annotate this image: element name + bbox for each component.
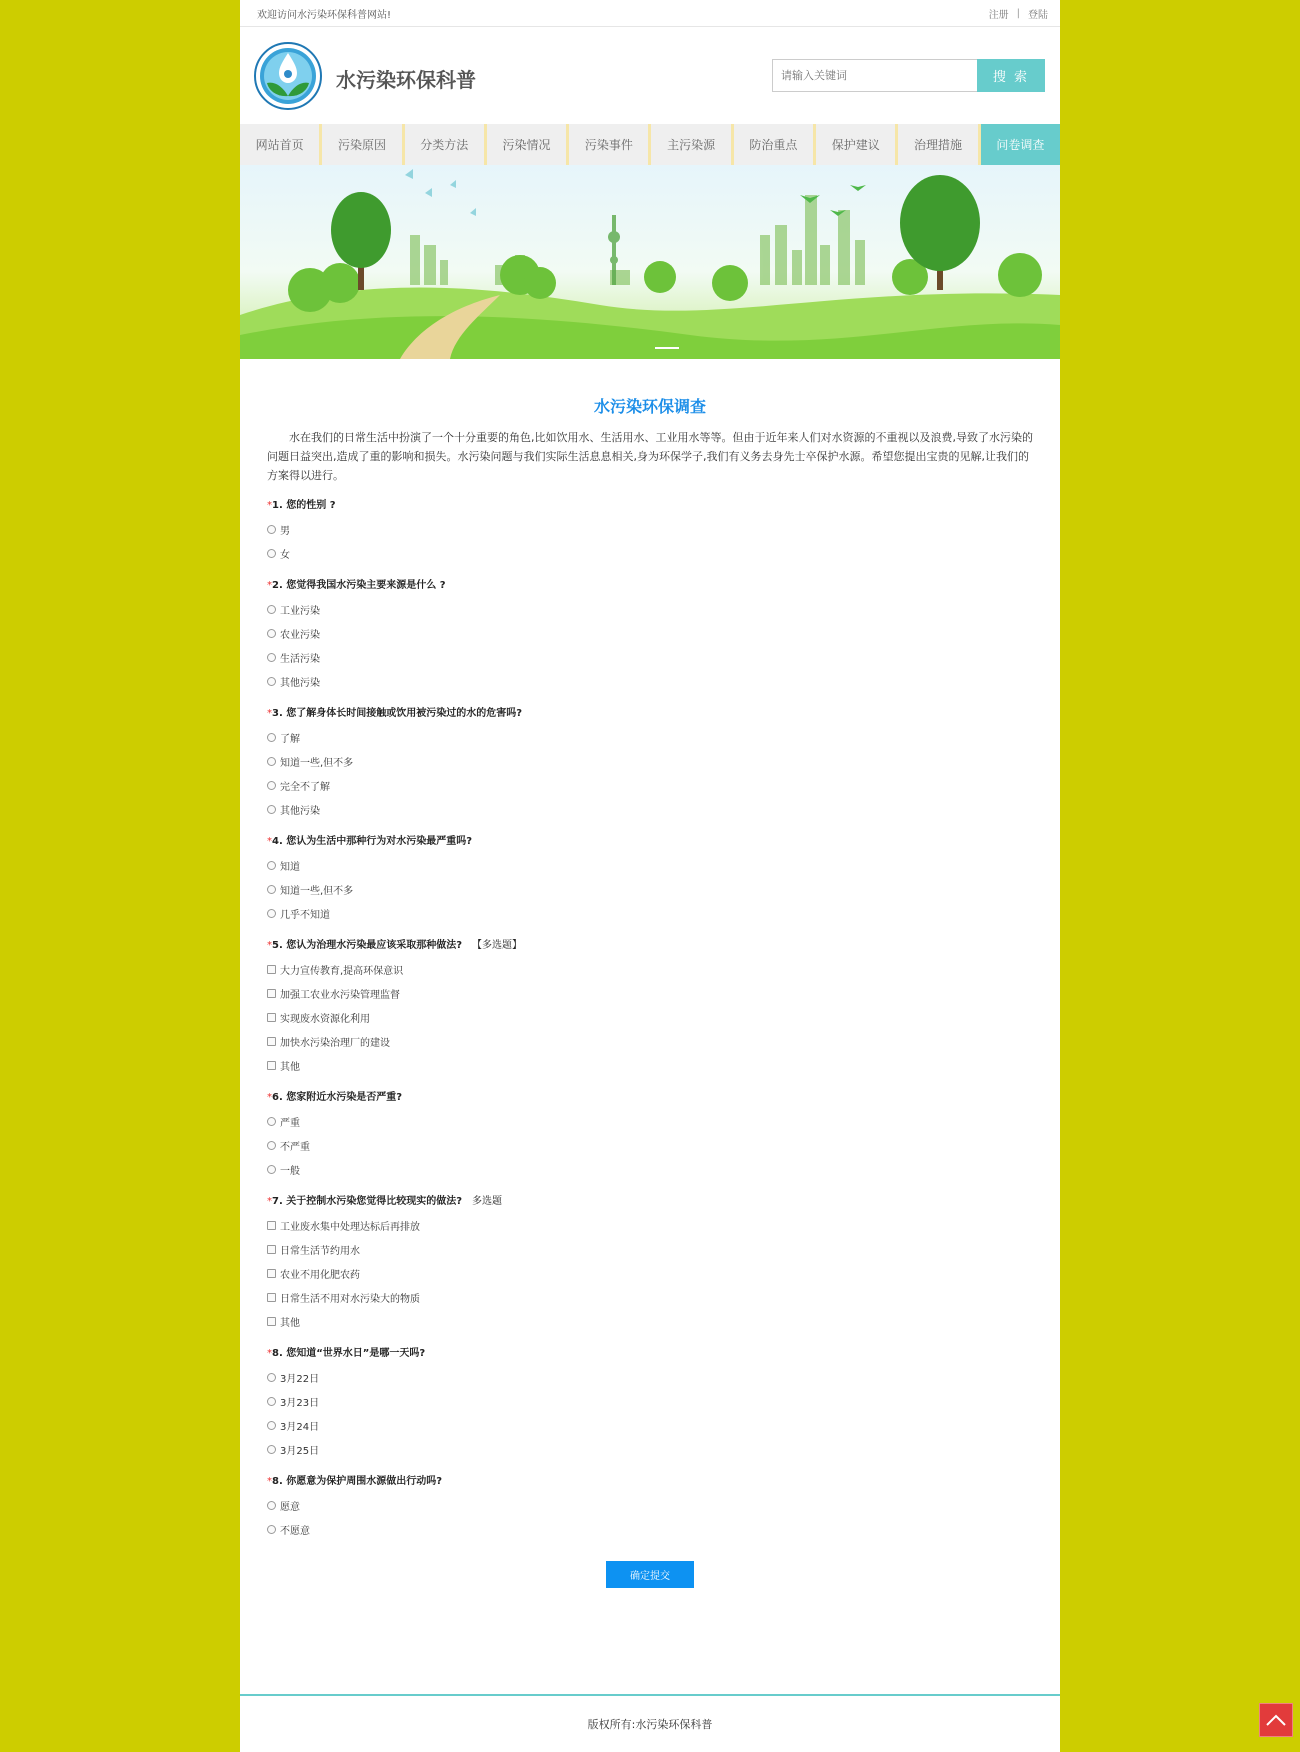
nav-item-8[interactable]: 治理措施 bbox=[898, 124, 980, 165]
checkbox[interactable] bbox=[267, 1317, 276, 1326]
radio-option[interactable] bbox=[267, 1413, 1033, 1437]
option-label: 完全不了解 bbox=[280, 781, 330, 793]
option-label: 生活污染 bbox=[280, 653, 320, 665]
radio-button[interactable] bbox=[267, 1141, 276, 1150]
option-label: 知道 bbox=[280, 861, 300, 873]
multi-select-tag: 多选题 bbox=[472, 1196, 503, 1207]
checkbox[interactable] bbox=[267, 965, 276, 974]
question-title bbox=[267, 935, 1033, 957]
top-bar bbox=[240, 0, 1060, 27]
required-mark: * bbox=[267, 1348, 272, 1359]
nav-item-7[interactable]: 保护建议 bbox=[816, 124, 898, 165]
radio-button[interactable] bbox=[267, 1501, 276, 1510]
radio-option[interactable] bbox=[267, 597, 1033, 621]
question-6 bbox=[267, 1087, 1033, 1181]
radio-option[interactable] bbox=[267, 901, 1033, 925]
question-title bbox=[267, 575, 1033, 597]
question-text: 7. 关于控制水污染您觉得比较现实的做法? bbox=[272, 1196, 463, 1207]
option-label: 几乎不知道 bbox=[280, 909, 330, 921]
checkbox[interactable] bbox=[267, 1221, 276, 1230]
option-label: 知道一些,但不多 bbox=[280, 757, 354, 769]
question-text: 5. 您认为治理水污染最应该采取那种做法? bbox=[272, 940, 463, 951]
radio-button[interactable] bbox=[267, 909, 276, 918]
radio-option[interactable] bbox=[267, 773, 1033, 797]
option-label: 工业废水集中处理达标后再排放 bbox=[280, 1221, 420, 1233]
radio-button[interactable] bbox=[267, 733, 276, 742]
search-button[interactable]: 搜 索 bbox=[977, 59, 1045, 92]
option-label: 严重 bbox=[280, 1117, 300, 1129]
option-label: 工业污染 bbox=[280, 605, 320, 617]
link-separator: | bbox=[1016, 7, 1020, 19]
option-label: 农业污染 bbox=[280, 629, 320, 641]
banner-image bbox=[240, 165, 1060, 359]
option-label: 知道一些,但不多 bbox=[280, 885, 354, 897]
option-label: 其他 bbox=[280, 1317, 300, 1329]
checkbox[interactable] bbox=[267, 1037, 276, 1046]
option-label: 实现废水资源化利用 bbox=[280, 1013, 370, 1025]
radio-option[interactable] bbox=[267, 1109, 1033, 1133]
radio-button[interactable] bbox=[267, 757, 276, 766]
survey-section bbox=[240, 395, 1060, 1588]
option-label: 农业不用化肥农药 bbox=[280, 1269, 360, 1281]
checkbox[interactable] bbox=[267, 1245, 276, 1254]
radio-button[interactable] bbox=[267, 525, 276, 534]
radio-option[interactable] bbox=[267, 1389, 1033, 1413]
question-text: 2. 您觉得我国水污染主要来源是什么 ? bbox=[272, 580, 446, 591]
option-label: 愿意 bbox=[280, 1501, 300, 1513]
question-text: 3. 您了解身体长时间接触或饮用被污染过的水的危害吗? bbox=[272, 708, 523, 719]
radio-button[interactable] bbox=[267, 653, 276, 662]
register-link[interactable]: 注册 bbox=[988, 9, 1009, 21]
radio-button[interactable] bbox=[267, 805, 276, 814]
option-label: 其他污染 bbox=[280, 805, 320, 817]
question-text: 4. 您认为生活中那种行为对水污染最严重吗? bbox=[272, 836, 473, 847]
checkbox[interactable] bbox=[267, 989, 276, 998]
chevron-up-icon bbox=[1265, 1713, 1287, 1727]
radio-option[interactable] bbox=[267, 725, 1033, 749]
required-mark: * bbox=[267, 836, 272, 847]
radio-option[interactable] bbox=[267, 1493, 1033, 1517]
submit-area bbox=[267, 1561, 1033, 1588]
page-container bbox=[240, 0, 1060, 1752]
radio-button[interactable] bbox=[267, 861, 276, 870]
radio-option[interactable] bbox=[267, 1133, 1033, 1157]
checkbox-option[interactable] bbox=[267, 1309, 1033, 1333]
required-mark: * bbox=[267, 940, 272, 951]
checkbox-option[interactable] bbox=[267, 1213, 1033, 1237]
radio-button[interactable] bbox=[267, 549, 276, 558]
radio-option[interactable] bbox=[267, 1437, 1033, 1461]
survey-intro: 水在我们的日常生活中扮演了一个十分重要的角色,比如饮用水、生活用水、工业用水等等。但由于近年来人们对水资源的不重视以及浪费,导致了水污染的问题日益突出,造成了重的影响和损失。水污染问题与我们实际生活息息相关,身为环保学子,我们有义务去身先士卒保护水源。希望您提出宝贵的见解,让我们的方案得以进行。 bbox=[267, 431, 1033, 482]
checkbox[interactable] bbox=[267, 1013, 276, 1022]
radio-button[interactable] bbox=[267, 1117, 276, 1126]
question-8 bbox=[267, 1343, 1033, 1461]
option-label: 了解 bbox=[280, 733, 300, 745]
checkbox-option[interactable] bbox=[267, 1053, 1033, 1077]
multi-select-tag: 【多选题】 bbox=[472, 940, 523, 951]
nav-item-4[interactable]: 污染事件 bbox=[569, 124, 651, 165]
nav-item-9[interactable]: 问卷调查 bbox=[981, 124, 1060, 165]
radio-option[interactable] bbox=[267, 669, 1033, 693]
nav-item-6[interactable]: 防治重点 bbox=[734, 124, 816, 165]
question-title bbox=[267, 1087, 1033, 1109]
site-title: 水污染环保科普 bbox=[336, 68, 476, 92]
question-text: 8. 你愿意为保护周围水源做出行动吗? bbox=[272, 1476, 443, 1487]
submit-button[interactable]: 确定提交 bbox=[606, 1561, 694, 1588]
radio-button[interactable] bbox=[267, 885, 276, 894]
radio-option[interactable] bbox=[267, 1365, 1033, 1389]
nav-item-2[interactable]: 分类方法 bbox=[405, 124, 487, 165]
checkbox-option[interactable] bbox=[267, 1237, 1033, 1261]
radio-option[interactable] bbox=[267, 621, 1033, 645]
copyright-text: 版权所有:水污染环保科普 bbox=[587, 1718, 713, 1731]
account-links bbox=[989, 6, 1048, 21]
checkbox[interactable] bbox=[267, 1061, 276, 1070]
option-label: 女 bbox=[280, 549, 290, 561]
question-1 bbox=[267, 495, 1033, 565]
radio-option[interactable] bbox=[267, 853, 1033, 877]
option-label: 日常生活节约用水 bbox=[280, 1245, 360, 1257]
question-title bbox=[267, 1343, 1033, 1365]
radio-option[interactable] bbox=[267, 541, 1033, 565]
water-drop-leaf-logo[interactable] bbox=[253, 41, 323, 111]
radio-option[interactable] bbox=[267, 1157, 1033, 1181]
radio-option[interactable] bbox=[267, 1517, 1033, 1541]
radio-option[interactable] bbox=[267, 749, 1033, 773]
login-link[interactable]: 登陆 bbox=[1028, 9, 1048, 21]
welcome-text: 欢迎访问水污染环保科普网站! bbox=[257, 9, 392, 21]
required-mark: * bbox=[267, 580, 272, 591]
checkbox-option[interactable] bbox=[267, 1261, 1033, 1285]
radio-button[interactable] bbox=[267, 605, 276, 614]
required-mark: * bbox=[267, 500, 272, 511]
option-label: 一般 bbox=[280, 1165, 300, 1177]
radio-option[interactable] bbox=[267, 877, 1033, 901]
option-label: 不愿意 bbox=[280, 1525, 310, 1537]
option-label: 其他 bbox=[280, 1061, 300, 1073]
question-4 bbox=[267, 831, 1033, 925]
question-text: 8. 您知道“世界水日”是哪一天吗? bbox=[272, 1348, 426, 1359]
question-text: 1. 您的性别 ? bbox=[272, 500, 336, 511]
question-3 bbox=[267, 703, 1033, 821]
search-box bbox=[772, 59, 1045, 92]
option-label: 3月23日 bbox=[280, 1397, 320, 1409]
checkbox[interactable] bbox=[267, 1269, 276, 1278]
nav-item-1[interactable]: 污染原因 bbox=[322, 124, 404, 165]
checkbox-option[interactable] bbox=[267, 1029, 1033, 1053]
radio-button[interactable] bbox=[267, 1421, 276, 1430]
radio-button[interactable] bbox=[267, 677, 276, 686]
option-label: 3月24日 bbox=[280, 1421, 320, 1433]
option-label: 3月25日 bbox=[280, 1445, 320, 1457]
radio-button[interactable] bbox=[267, 1445, 276, 1454]
footer bbox=[240, 1694, 1060, 1752]
option-label: 其他污染 bbox=[280, 677, 320, 689]
survey-title: 水污染环保调查 bbox=[593, 397, 706, 416]
required-mark: * bbox=[267, 1476, 272, 1487]
question-7 bbox=[267, 1191, 1033, 1333]
question-text: 6. 您家附近水污染是否严重? bbox=[272, 1092, 403, 1103]
option-label: 不严重 bbox=[280, 1141, 310, 1153]
radio-button[interactable] bbox=[267, 629, 276, 638]
radio-option[interactable] bbox=[267, 797, 1033, 821]
radio-option[interactable] bbox=[267, 517, 1033, 541]
option-label: 大力宣传教育,提高环保意识 bbox=[280, 965, 404, 977]
question-title bbox=[267, 1191, 1033, 1213]
checkbox-option[interactable] bbox=[267, 1285, 1033, 1309]
radio-button[interactable] bbox=[267, 1373, 276, 1382]
question-title bbox=[267, 1471, 1033, 1493]
radio-button[interactable] bbox=[267, 1397, 276, 1406]
question-title bbox=[267, 703, 1033, 725]
question-2 bbox=[267, 575, 1033, 693]
required-mark: * bbox=[267, 1196, 272, 1207]
checkbox-option[interactable] bbox=[267, 981, 1033, 1005]
main-nav bbox=[240, 124, 1060, 165]
checkbox-option[interactable] bbox=[267, 1005, 1033, 1029]
option-label: 男 bbox=[280, 525, 290, 537]
question-list bbox=[267, 495, 1033, 1541]
back-to-top-button[interactable] bbox=[1259, 1703, 1293, 1737]
option-label: 加强工农业水污染管理监督 bbox=[280, 989, 400, 1001]
required-mark: * bbox=[267, 708, 272, 719]
checkbox[interactable] bbox=[267, 1293, 276, 1302]
site-header bbox=[240, 27, 1060, 124]
required-mark: * bbox=[267, 1092, 272, 1103]
radio-button[interactable] bbox=[267, 1165, 276, 1174]
checkbox-option[interactable] bbox=[267, 957, 1033, 981]
radio-button[interactable] bbox=[267, 781, 276, 790]
option-label: 日常生活不用对水污染大的物质 bbox=[280, 1293, 420, 1305]
search-input[interactable] bbox=[772, 59, 977, 92]
nav-item-0[interactable]: 网站首页 bbox=[240, 124, 322, 165]
question-title bbox=[267, 495, 1033, 517]
option-label: 3月22日 bbox=[280, 1373, 320, 1385]
nav-item-5[interactable]: 主污染源 bbox=[651, 124, 733, 165]
nav-item-3[interactable]: 污染情况 bbox=[487, 124, 569, 165]
question-5 bbox=[267, 935, 1033, 1077]
question-9 bbox=[267, 1471, 1033, 1541]
question-title bbox=[267, 831, 1033, 853]
radio-button[interactable] bbox=[267, 1525, 276, 1534]
option-label: 加快水污染治理厂的建设 bbox=[280, 1037, 390, 1049]
radio-option[interactable] bbox=[267, 645, 1033, 669]
